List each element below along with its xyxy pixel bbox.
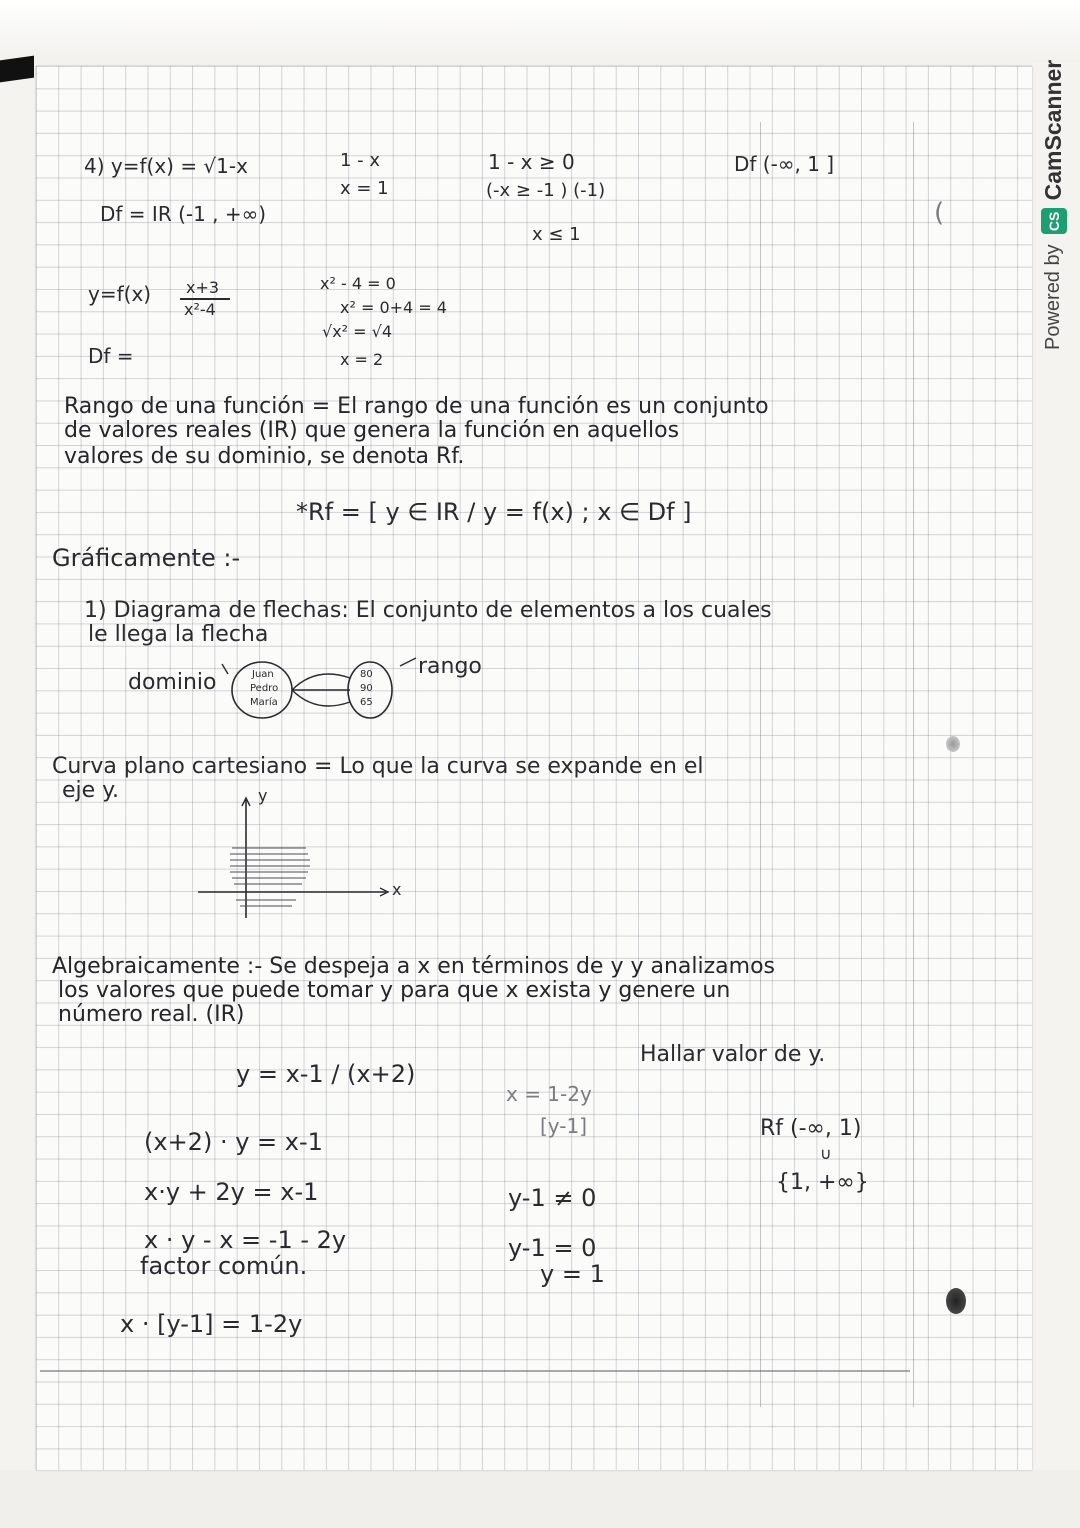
condition-2: y-1 = 0: [508, 1234, 597, 1262]
algebra-line-3: número real. (IR): [58, 1002, 245, 1027]
scan-bottom-edge: [0, 1470, 1080, 1528]
scan-top-edge: [0, 0, 1080, 62]
domain-element-1: Juan: [252, 669, 274, 680]
hallar-label: Hallar valor de y.: [640, 1042, 826, 1067]
algebra-line-2: los valores que puede tomar y para que x exista y genere un: [58, 978, 731, 1003]
ex5-step-4: x = 2: [340, 350, 384, 369]
camscanner-watermark: [1000, 20, 1080, 360]
ex4-inequality-2: (-x ≥ -1 ) (-1): [486, 180, 606, 201]
ex4-result: Df (-∞, 1 ]: [734, 152, 835, 176]
ex4-domain: Df = IR (-1 , +∞): [100, 202, 267, 226]
watermark-brand: CamScanner: [1040, 59, 1066, 201]
range-element-1: 80: [360, 669, 373, 680]
range-element-3: 65: [360, 697, 373, 708]
ex4-inequality-3: x ≤ 1: [532, 224, 581, 245]
algebra-equation: y = x-1 / (x+2): [236, 1060, 416, 1088]
x-fraction-top: x = 1-2y: [506, 1082, 592, 1106]
rango-line-3: valores de su dominio, se denota Rf.: [64, 444, 465, 469]
y-axis-label: y: [258, 786, 268, 805]
mapping-arrows: [292, 674, 350, 706]
ex5-function: y=f(x): [88, 282, 152, 306]
x-fraction-bottom: [y-1]: [540, 1114, 588, 1138]
rango-label: rango: [418, 654, 482, 679]
binder-hole-mark: [946, 1288, 966, 1314]
x-axis-label: x: [392, 880, 402, 899]
ex4-inequality-1: 1 - x ≥ 0: [488, 150, 575, 174]
diagram-line-2: le llega la flecha: [88, 622, 269, 647]
ex5-step-2: x² = 0+4 = 4: [340, 298, 447, 317]
ex5-step-1: x² - 4 = 0: [320, 274, 396, 293]
rango-formula: *Rf = [ y ∈ IR / y = f(x) ; x ∈ Df ]: [296, 498, 692, 526]
ex4-mid-1: 1 - x: [340, 150, 381, 171]
condition-1: y-1 ≠ 0: [508, 1184, 597, 1212]
grafica-title: Gráficamente :-: [52, 544, 241, 572]
ex4-equation: 4) y=f(x) = √1-x: [84, 154, 248, 178]
range-union: ∪: [820, 1144, 832, 1163]
algebra-step-3: x · y - x = -1 - 2y: [144, 1226, 347, 1254]
camscanner-logo-icon: CS: [1041, 208, 1067, 234]
algebra-step-1: (x+2) · y = x-1: [144, 1128, 323, 1156]
dominio-label: dominio: [128, 670, 217, 695]
range-shading: [230, 848, 310, 906]
watermark-powered: Powered by: [1042, 244, 1064, 350]
page-bottom-rule: [40, 1370, 910, 1408]
rango-line-1: Rango de una función = El rango de una función es un conjunto: [64, 394, 769, 419]
algebra-factor-label: factor común.: [140, 1252, 308, 1280]
diagram-line-1: 1) Diagrama de flechas: El conjunto de elementos a los cuales: [84, 598, 772, 623]
range-element-2: 90: [360, 683, 373, 694]
binder-hole-mark: [946, 736, 960, 752]
ex5-denominator: x²-4: [184, 300, 216, 319]
ex5-numerator: x+3: [186, 278, 220, 297]
algebra-step-4: x · [y-1] = 1-2y: [120, 1310, 303, 1338]
page-frame-column: [760, 122, 914, 1407]
range-result-2: {1, +∞}: [776, 1170, 869, 1195]
ex5-df: Df =: [88, 344, 134, 368]
algebra-step-2: x·y + 2y = x-1: [144, 1178, 319, 1206]
ex5-step-3: √x² = √4: [322, 322, 393, 341]
ex4-mid-2: x = 1: [340, 178, 389, 199]
dominio-pointer: [222, 664, 228, 674]
domain-element-3: María: [250, 697, 278, 708]
scan-corner-shadow: [0, 56, 34, 83]
cartesian-sketch: [196, 786, 416, 930]
curva-line-2: eje y.: [62, 778, 120, 803]
rango-line-2: de valores reales (IR) que genera la función en aquellos: [64, 418, 680, 443]
range-result-1: Rf (-∞, 1): [760, 1116, 862, 1141]
domain-element-2: Pedro: [250, 683, 279, 694]
algebra-line-1: Algebraicamente :- Se despeja a x en términos de y y analizamos: [52, 954, 776, 979]
scan-mark: (: [934, 198, 945, 228]
curva-line-1: Curva plano cartesiano = Lo que la curva se expande en el: [52, 754, 704, 779]
condition-3: y = 1: [540, 1260, 605, 1288]
rango-pointer: [400, 658, 416, 666]
